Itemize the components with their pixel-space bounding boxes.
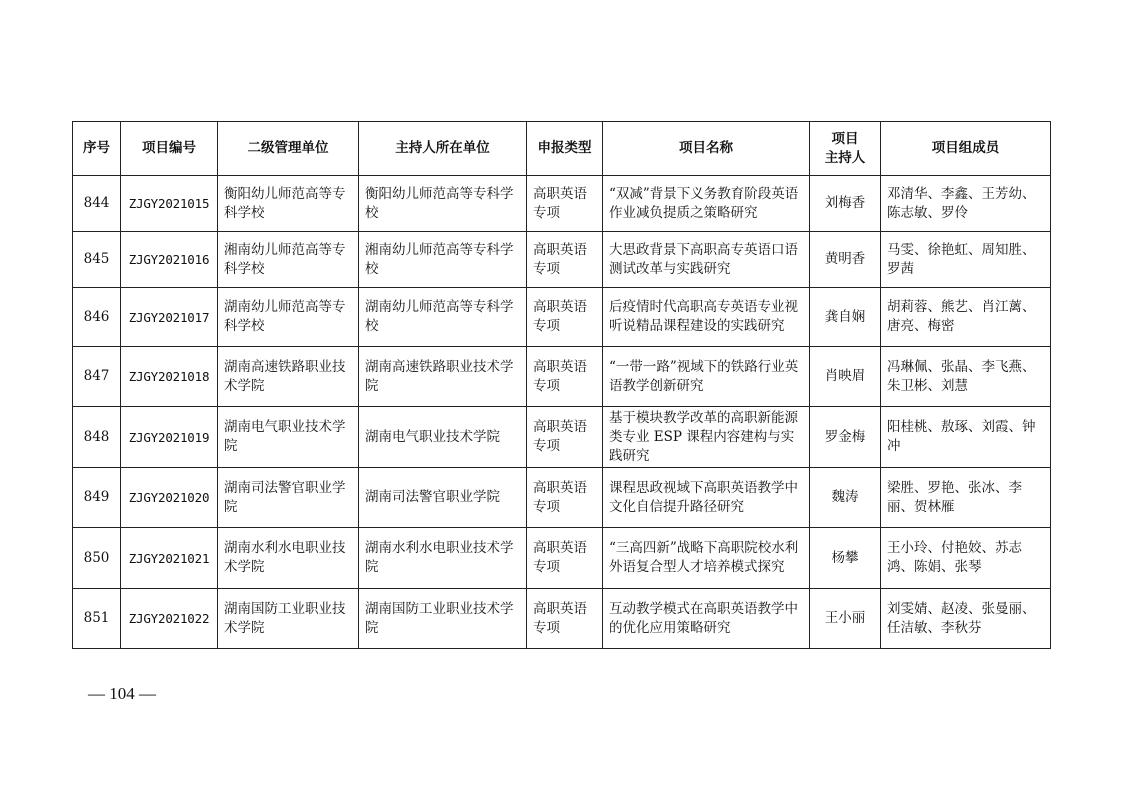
cell-code: ZJGY2021020 (121, 468, 218, 528)
cell-code: ZJGY2021019 (121, 407, 218, 468)
cell-host: 魏涛 (810, 468, 881, 528)
cell-name: 后疫情时代高职高专英语专业视听说精品课程建设的实践研究 (603, 288, 810, 347)
header-unit: 二级管理单位 (218, 122, 359, 176)
cell-host-unit: 湖南水利水电职业技术学院 (359, 528, 527, 589)
header-no: 序号 (73, 122, 121, 176)
header-type: 申报类型 (527, 122, 603, 176)
cell-type: 高职英语专项 (527, 468, 603, 528)
cell-code: ZJGY2021016 (121, 232, 218, 288)
cell-no: 847 (73, 347, 121, 407)
cell-host-unit: 湘南幼儿师范高等专科学校 (359, 232, 527, 288)
cell-code: ZJGY2021015 (121, 176, 218, 232)
cell-host-unit: 湖南电气职业技术学院 (359, 407, 527, 468)
header-code: 项目编号 (121, 122, 218, 176)
cell-name: 大思政背景下高职高专英语口语测试改革与实践研究 (603, 232, 810, 288)
table-header-row (73, 122, 1051, 176)
cell-unit: 湖南国防工业职业技术学院 (218, 589, 359, 649)
cell-type: 高职英语专项 (527, 176, 603, 232)
cell-no: 844 (73, 176, 121, 232)
cell-members: 阳桂桃、敖琢、刘霞、钟冲 (881, 407, 1051, 468)
cell-no: 849 (73, 468, 121, 528)
cell-code: ZJGY2021022 (121, 589, 218, 649)
table-row (73, 589, 1051, 649)
cell-host-unit: 湖南高速铁路职业技术学院 (359, 347, 527, 407)
table-row (73, 468, 1051, 528)
cell-name: 课程思政视域下高职英语教学中文化自信提升路径研究 (603, 468, 810, 528)
cell-name: “三高四新”战略下高职院校水利外语复合型人才培养模式探究 (603, 528, 810, 589)
header-host-line2: 主持人 (824, 149, 866, 166)
cell-name: “一带一路”视域下的铁路行业英语教学创新研究 (603, 347, 810, 407)
cell-no: 845 (73, 232, 121, 288)
cell-members: 冯琳佩、张晶、李飞燕、朱卫彬、刘慧 (881, 347, 1051, 407)
cell-type: 高职英语专项 (527, 589, 603, 649)
cell-host: 肖映眉 (810, 347, 881, 407)
cell-no: 850 (73, 528, 121, 589)
cell-type: 高职英语专项 (527, 347, 603, 407)
cell-host-unit: 湖南国防工业职业技术学院 (359, 589, 527, 649)
table-row (73, 347, 1051, 407)
cell-no: 848 (73, 407, 121, 468)
cell-type: 高职英语专项 (527, 288, 603, 347)
cell-unit: 湖南电气职业技术学院 (218, 407, 359, 468)
cell-host: 王小丽 (810, 589, 881, 649)
project-table (72, 121, 1051, 649)
cell-members: 邓清华、李鑫、王芳幼、陈志敏、罗伶 (881, 176, 1051, 232)
cell-type: 高职英语专项 (527, 232, 603, 288)
cell-host: 龚自娴 (810, 288, 881, 347)
cell-unit: 湖南高速铁路职业技术学院 (218, 347, 359, 407)
page-number: — 104 — (88, 684, 156, 703)
cell-unit: 湖南幼儿师范高等专科学校 (218, 288, 359, 347)
cell-code: ZJGY2021017 (121, 288, 218, 347)
table-row (73, 528, 1051, 589)
cell-host: 刘梅香 (810, 176, 881, 232)
cell-members: 刘雯婧、赵凌、张曼丽、任洁敏、李秋芬 (881, 589, 1051, 649)
cell-code: ZJGY2021018 (121, 347, 218, 407)
cell-unit: 衡阳幼儿师范高等专科学校 (218, 176, 359, 232)
cell-host-unit: 衡阳幼儿师范高等专科学校 (359, 176, 527, 232)
cell-members: 马雯、徐艳虹、周知胜、罗茜 (881, 232, 1051, 288)
cell-no: 851 (73, 589, 121, 649)
cell-code: ZJGY2021021 (121, 528, 218, 589)
cell-unit: 湘南幼儿师范高等专科学校 (218, 232, 359, 288)
cell-host: 罗金梅 (810, 407, 881, 468)
cell-type: 高职英语专项 (527, 407, 603, 468)
table-row (73, 288, 1051, 347)
cell-name: 基于模块教学改革的高职新能源类专业 ESP 课程内容建构与实践研究 (603, 407, 810, 468)
cell-unit: 湖南水利水电职业技术学院 (218, 528, 359, 589)
cell-name: 互动教学模式在高职英语教学中的优化应用策略研究 (603, 589, 810, 649)
header-name: 项目名称 (603, 122, 810, 176)
cell-host-unit: 湖南司法警官职业学院 (359, 468, 527, 528)
header-members: 项目组成员 (881, 122, 1051, 176)
cell-no: 846 (73, 288, 121, 347)
table-row (73, 232, 1051, 288)
cell-name: “双减”背景下义务教育阶段英语作业减负提质之策略研究 (603, 176, 810, 232)
cell-type: 高职英语专项 (527, 528, 603, 589)
table-row (73, 176, 1051, 232)
cell-host: 杨攀 (810, 528, 881, 589)
cell-members: 王小玲、付艳姣、苏志鸿、陈娟、张琴 (881, 528, 1051, 589)
cell-members: 胡莉蓉、熊艺、肖江蓠、唐亮、梅密 (881, 288, 1051, 347)
table-body (73, 176, 1051, 649)
table-row (73, 407, 1051, 468)
header-host (810, 122, 881, 176)
cell-unit: 湖南司法警官职业学院 (218, 468, 359, 528)
cell-host: 黄明香 (810, 232, 881, 288)
cell-members: 梁胜、罗艳、张冰、李丽、贺林雁 (881, 468, 1051, 528)
header-host-unit: 主持人所在单位 (359, 122, 527, 176)
cell-host-unit: 湖南幼儿师范高等专科学校 (359, 288, 527, 347)
header-host-line1: 项目 (831, 130, 859, 147)
